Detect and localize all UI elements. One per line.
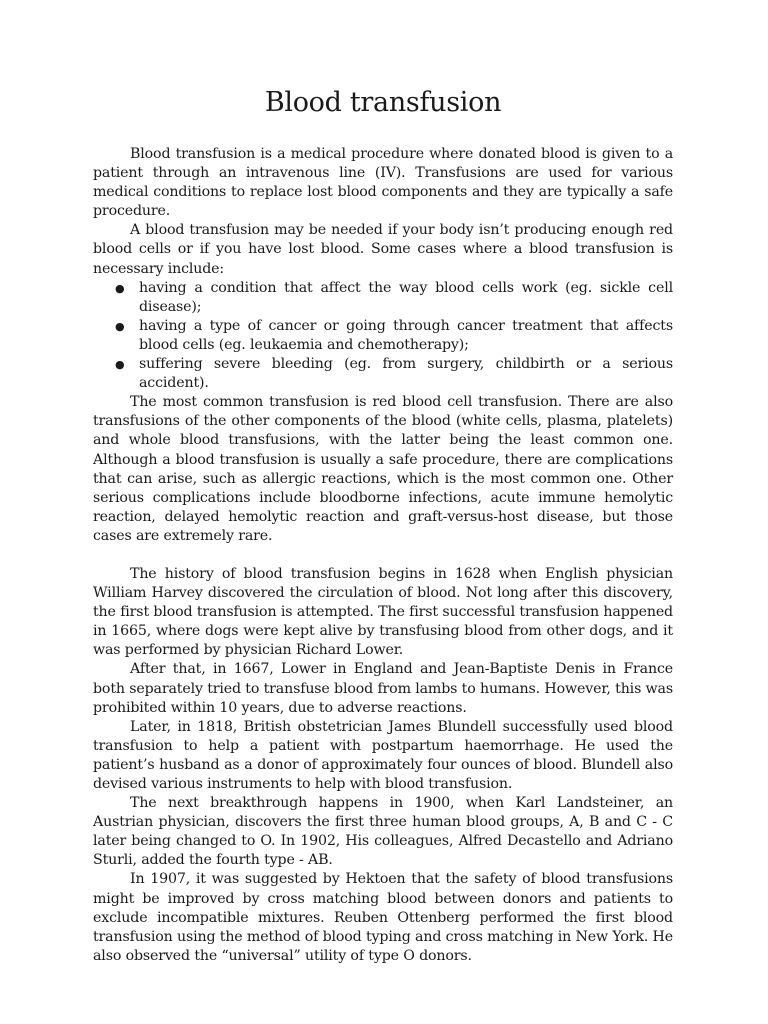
bullet-icon: ●	[115, 358, 125, 372]
history-paragraph: After that, in 1667, Lower in England and Jean-Baptiste Denis in France both separately tried to transfuse blood from lambs to humans. However, this was prohibited within 10 years, due to adverse reactions.	[93, 661, 673, 716]
history-paragraph: Later, in 1818, British obstetrician James Blundell successfully used blood transfusion to help a patient with postpartum haemorrhage. He used the patient’s husband as a donor of approximately four ounces of blood. Blundell also devised various instruments to help with blood transfusion.	[93, 718, 673, 792]
list-item-text: having a condition that affect the way blood cells work (eg. sickle cell disease);	[139, 279, 673, 315]
history-paragraph: The history of blood transfusion begins in 1628 when English physician William Harvey discovered the circulation of blood. Not long after this discovery, the first blood transfusion is attempted. The first successful transfusion happened in 1665, where dogs were kept alive by transfusing blood from other dogs, and it was performed by physician Richard Lower.	[93, 565, 673, 659]
cases-list	[93, 279, 673, 394]
page-title: Blood transfusion	[264, 87, 502, 118]
bullet-icon: ●	[115, 319, 125, 333]
cases-paragraph: A blood transfusion may be needed if your body isn’t producing enough red blood cells or if you have lost blood. Some cases where a blood transfusion is necessary include:	[93, 222, 673, 277]
history-paragraph: In 1907, it was suggested by Hektoen that the safety of blood transfusions might be improved by cross matching blood between donors and patients to exclude incompatible mixtures. Reuben Ottenberg performed the first blood transfusion using the method of blood typing and cross matching in New York. He also observed the “universal” utility of type O donors.	[93, 871, 673, 964]
list-item-text: suffering severe bleeding (eg. from surgery, childbirth or a serious accident).	[139, 356, 673, 392]
section-gap	[93, 546, 673, 565]
list-item	[93, 317, 673, 355]
history-paragraph: The next breakthrough happens in 1900, when Karl Landsteiner, an Austrian physician, discovers the first three human blood groups, A, B and C - C later being changed to O. In 1902, His colleagues, Alfred Decastello and Adriano Sturli, added the fourth type - AB.	[93, 795, 673, 869]
list-item-text: having a type of cancer or going through cancer treatment that affects blood cells (eg. leukaemia and chemotherapy);	[139, 317, 673, 353]
list-item	[93, 355, 673, 393]
bullet-icon: ●	[115, 281, 125, 295]
list-item	[93, 279, 673, 317]
document-page	[93, 86, 673, 966]
types-paragraph: The most common transfusion is red blood cell transfusion. There are also transfusions of the other components of the blood (white cells, plasma, platelets) and whole blood transfusions, with the latter being the least common one. Although a blood transfusion is usually a safe procedure, there are complications that can arise, such as allergic reactions, which is the most common one. Other serious complications include bloodborne infections, acute immune hemolytic reaction, delayed hemolytic reaction and graft-versus-host disease, but those cases are extremely rare.	[93, 394, 673, 544]
intro-paragraph: Blood transfusion is a medical procedure where donated blood is given to a patient through an intravenous line (IV). Transfusions are used for various medical conditions to replace lost blood components and they are typically a safe procedure.	[93, 146, 673, 220]
